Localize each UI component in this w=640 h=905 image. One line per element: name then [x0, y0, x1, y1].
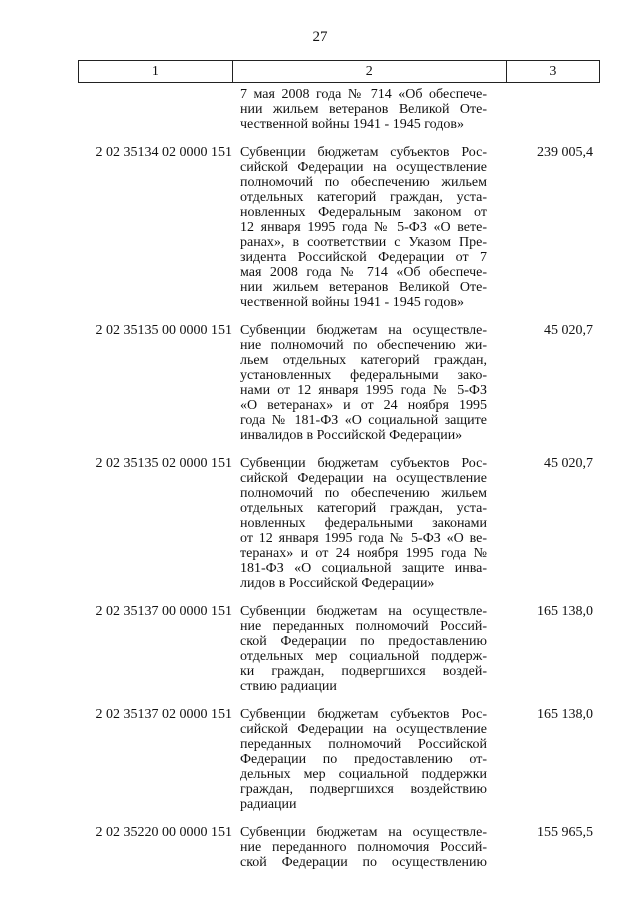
text-line: года № 181-ФЗ «О социальной защите [240, 413, 487, 428]
amount: 165 138,0 [537, 707, 593, 722]
text-line: новленных Федеральным законом от [240, 205, 487, 220]
text-line: радиации [240, 797, 297, 812]
table-row [0, 323, 640, 443]
column-header-1: 1 [79, 61, 233, 83]
text-line: Субвенции бюджетам субъектов Рос- [240, 456, 487, 471]
text-line: ние полномочий по обеспечению жи- [240, 338, 487, 353]
text-line: чественной войны 1941 - 1945 годов» [240, 117, 464, 132]
text-line: Субвенции бюджетам на осуществле- [240, 604, 487, 619]
amount: 239 005,4 [537, 145, 593, 160]
budget-code: 2 02 35137 00 0000 151 [95, 604, 232, 619]
budget-code: 2 02 35220 00 0000 151 [95, 825, 232, 840]
row-description [240, 707, 487, 812]
text-line: 12 января 1995 года № 5-ФЗ «О вете- [240, 220, 487, 235]
continuation-text [240, 87, 487, 132]
text-line: полномочий по обеспечению жильем [240, 175, 487, 190]
text-line: нами от 12 января 1995 года № 5-ФЗ [240, 383, 487, 398]
text-line: 181-ФЗ «О социальной защите инва- [240, 561, 487, 576]
table-row [0, 707, 640, 812]
amount: 45 020,7 [544, 323, 593, 338]
budget-code: 2 02 35135 00 0000 151 [95, 323, 232, 338]
text-line: от 12 января 1995 года № 5-ФЗ «О ве- [240, 531, 487, 546]
column-header-2: 2 [232, 61, 506, 83]
text-line: ранах», в соответствии с Указом Пре- [240, 235, 487, 250]
text-line: ние переданных полномочий Россий- [240, 619, 487, 634]
text-line: ской Федерации по предоставлению [240, 634, 487, 649]
text-line: нии жильем ветеранов Великой Оте- [240, 102, 487, 117]
text-line: новленных федеральными законами [240, 516, 487, 531]
text-line: льем отдельных категорий граждан, [240, 353, 487, 368]
text-line: Субвенции бюджетам на осуществле- [240, 323, 487, 338]
row-description [240, 456, 487, 591]
amount: 155 965,5 [537, 825, 593, 840]
text-line: ствию радиации [240, 679, 337, 694]
text-line: сийской Федерации на осуществление [240, 471, 487, 486]
table-row [0, 456, 640, 591]
text-line: отдельных мер социальной поддерж- [240, 649, 487, 664]
budget-code: 2 02 35135 02 0000 151 [95, 456, 232, 471]
text-line: переданных полномочий Российской [240, 737, 487, 752]
text-line: инвалидов в Российской Федерации» [240, 428, 463, 443]
table-body [0, 87, 640, 870]
text-line: отдельных категорий граждан, уста- [240, 190, 487, 205]
text-line: граждан, подвергшихся воздействию [240, 782, 487, 797]
table-row [0, 604, 640, 694]
continuation-row [0, 87, 640, 132]
text-line: Субвенции бюджетам субъектов Рос- [240, 707, 487, 722]
text-line: Федерации по предоставлению от- [240, 752, 487, 767]
text-line: чественной войны 1941 - 1945 годов» [240, 295, 464, 310]
table-header [78, 60, 600, 83]
text-line: мая 2008 года № 714 «Об обеспече- [240, 265, 487, 280]
table-row [0, 145, 640, 310]
text-line: ки граждан, подвергшихся воздей- [240, 664, 487, 679]
text-line: сийской Федерации на осуществление [240, 160, 487, 175]
text-line: лидов в Российской Федерации» [240, 576, 435, 591]
row-description [240, 145, 487, 310]
text-line: нии жильем ветеранов Великой Оте- [240, 280, 487, 295]
text-line: зидента Российской Федерации от 7 [240, 250, 487, 265]
text-line: Субвенции бюджетам на осуществле- [240, 825, 487, 840]
amount: 165 138,0 [537, 604, 593, 619]
text-line: Субвенции бюджетам субъектов Рос- [240, 145, 487, 160]
text-line: сийской Федерации на осуществление [240, 722, 487, 737]
row-description [240, 825, 487, 870]
row-description [240, 323, 487, 443]
table-row [0, 825, 640, 870]
text-line: ской Федерации по осуществлению [240, 855, 487, 870]
text-line: 7 мая 2008 года № 714 «Об обеспече- [240, 87, 487, 102]
amount: 45 020,7 [544, 456, 593, 471]
text-line: ние переданного полномочия Россий- [240, 840, 487, 855]
budget-code: 2 02 35134 02 0000 151 [95, 145, 232, 160]
text-line: полномочий по обеспечению жильем [240, 486, 487, 501]
page-number: 27 [312, 29, 328, 45]
column-header-3: 3 [506, 61, 599, 83]
budget-code: 2 02 35137 02 0000 151 [95, 707, 232, 722]
row-description [240, 604, 487, 694]
text-line: установленных федеральными зако- [240, 368, 487, 383]
text-line: отдельных категорий граждан, уста- [240, 501, 487, 516]
text-line: «О ветеранах» и от 24 ноября 1995 [240, 398, 487, 413]
text-line: дельных мер социальной поддержки [240, 767, 487, 782]
text-line: теранах» и от 24 ноября 1995 года № [240, 546, 487, 561]
